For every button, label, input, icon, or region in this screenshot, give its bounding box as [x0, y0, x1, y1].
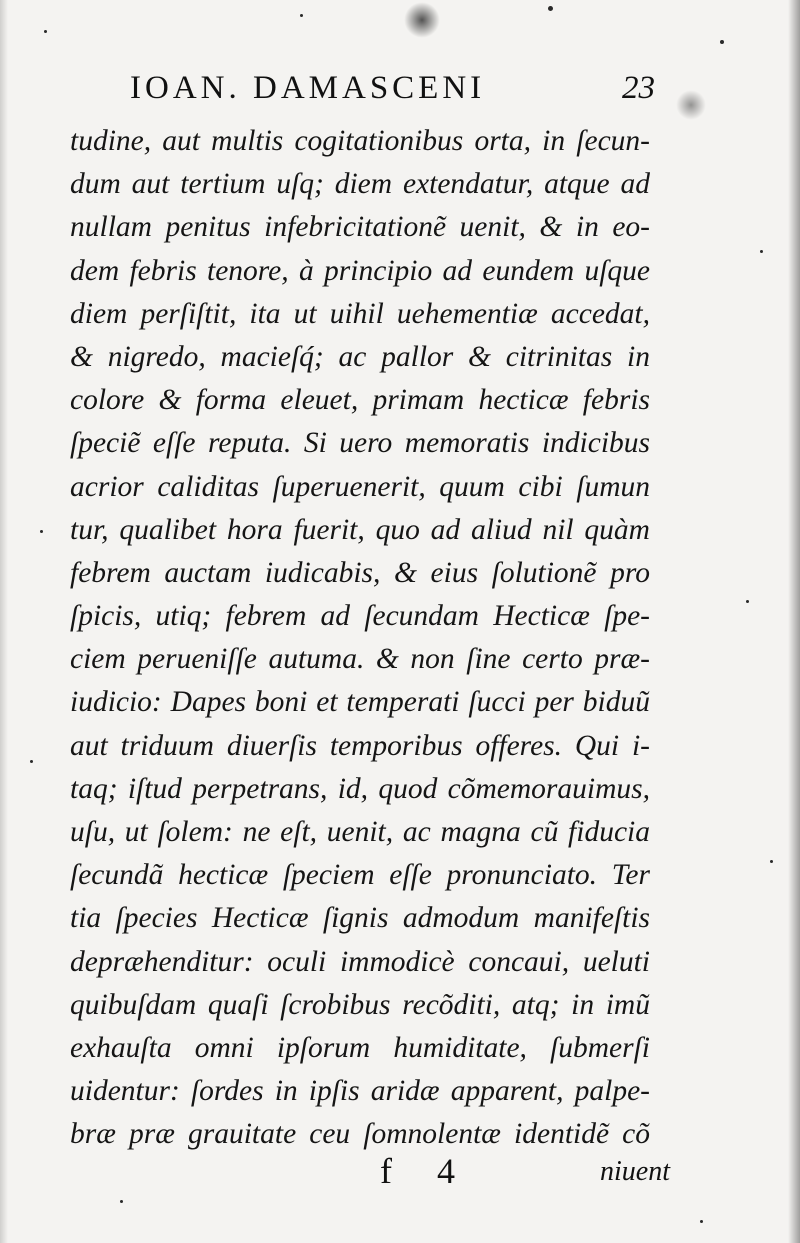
ink-speck: [120, 1200, 123, 1203]
text-line: ciem perueniſſe autuma. & non ſine certo præ-: [70, 643, 650, 676]
text-line: uidentur: ſordes in ipſis aridæ apparent, palpe-: [70, 1075, 650, 1108]
text-line: iudicio: Dapes boni et temperati ſucci per biduũ: [70, 686, 650, 719]
text-line: diem perſiſtit, ita ut uihil uehementiæ accedat,: [70, 297, 650, 330]
ink-smudge: [676, 90, 706, 120]
page-footer: [380, 1150, 670, 1200]
ink-speck: [746, 600, 749, 603]
body-text: [70, 120, 650, 1157]
text-line: depræhenditur: oculi immodicè concaui, ueluti: [70, 945, 650, 978]
text-line: nullam penitus infebricitationẽ uenit, & in eo-: [70, 211, 650, 244]
signature-mark: f 4: [380, 1151, 473, 1191]
ink-speck: [44, 30, 47, 33]
text-line: colore & forma eleuet, primam hecticæ febris: [70, 384, 650, 417]
catchword: niuent: [600, 1156, 670, 1187]
text-line: ſecundã hecticæ ſpeciem eſſe pronunciato. Ter: [70, 859, 650, 892]
text-line: & nigredo, macieſq́; ac pallor & citrinitas in: [70, 340, 650, 373]
ink-speck: [770, 860, 773, 863]
ink-speck: [720, 40, 724, 44]
text-line: tia ſpecies Hecticæ ſignis admodum manifeſtis: [70, 902, 650, 935]
text-line: uſu, ut ſolem: ne eſt, uenit, ac magna cũ fiducia: [70, 816, 650, 848]
ink-speck: [700, 1220, 703, 1223]
text-line: dem febris tenore, à principio ad eundem uſque: [70, 254, 650, 287]
ink-speck: [30, 760, 33, 763]
text-line: bræ præ grauitate ceu ſomnolentæ identidẽ cõ: [70, 1118, 650, 1151]
text-line: ſpeciẽ eſſe reputa. Si uero memoratis indicibus: [70, 427, 650, 460]
text-line: aut triduum diuerſis temporibus offeres. Qui i-: [70, 729, 650, 762]
text-line: taq; iſtud perpetrans, id, quod cõmemorauimus,: [70, 772, 650, 805]
text-line: exhauſta omni ipſorum humiditate, ſubmerſi: [70, 1031, 650, 1064]
text-line: tudine, aut multis cogitationibus orta, in ſecun-: [70, 125, 650, 157]
ink-speck: [760, 250, 763, 253]
text-line: quibuſdam quaſi ſcrobibus recõditi, atq; in imũ: [70, 988, 650, 1021]
page-shadow-right: [788, 0, 800, 1243]
ink-smudge: [404, 2, 440, 38]
text-line: febrem auctam iudicabis, & eius ſolutionẽ pro: [70, 556, 650, 589]
running-head: [130, 68, 655, 116]
text-line: dum aut tertium uſq; diem extendatur, atque ad: [70, 168, 650, 201]
page-number: 23: [622, 70, 655, 106]
text-line: tur, qualibet hora fuerit, quo ad aliud nil quàm: [70, 513, 650, 546]
text-line: acrior caliditas ſuperuenerit, quum cibi ſumun: [70, 470, 650, 503]
running-title: IOAN. DAMASCENI: [130, 70, 486, 106]
ink-speck: [300, 14, 303, 17]
page-shadow-left: [0, 0, 8, 1243]
ink-speck: [40, 530, 43, 533]
text-line: ſpicis, utiq; febrem ad ſecundam Hecticæ ſpe-: [70, 600, 650, 633]
ink-speck: [548, 6, 553, 11]
